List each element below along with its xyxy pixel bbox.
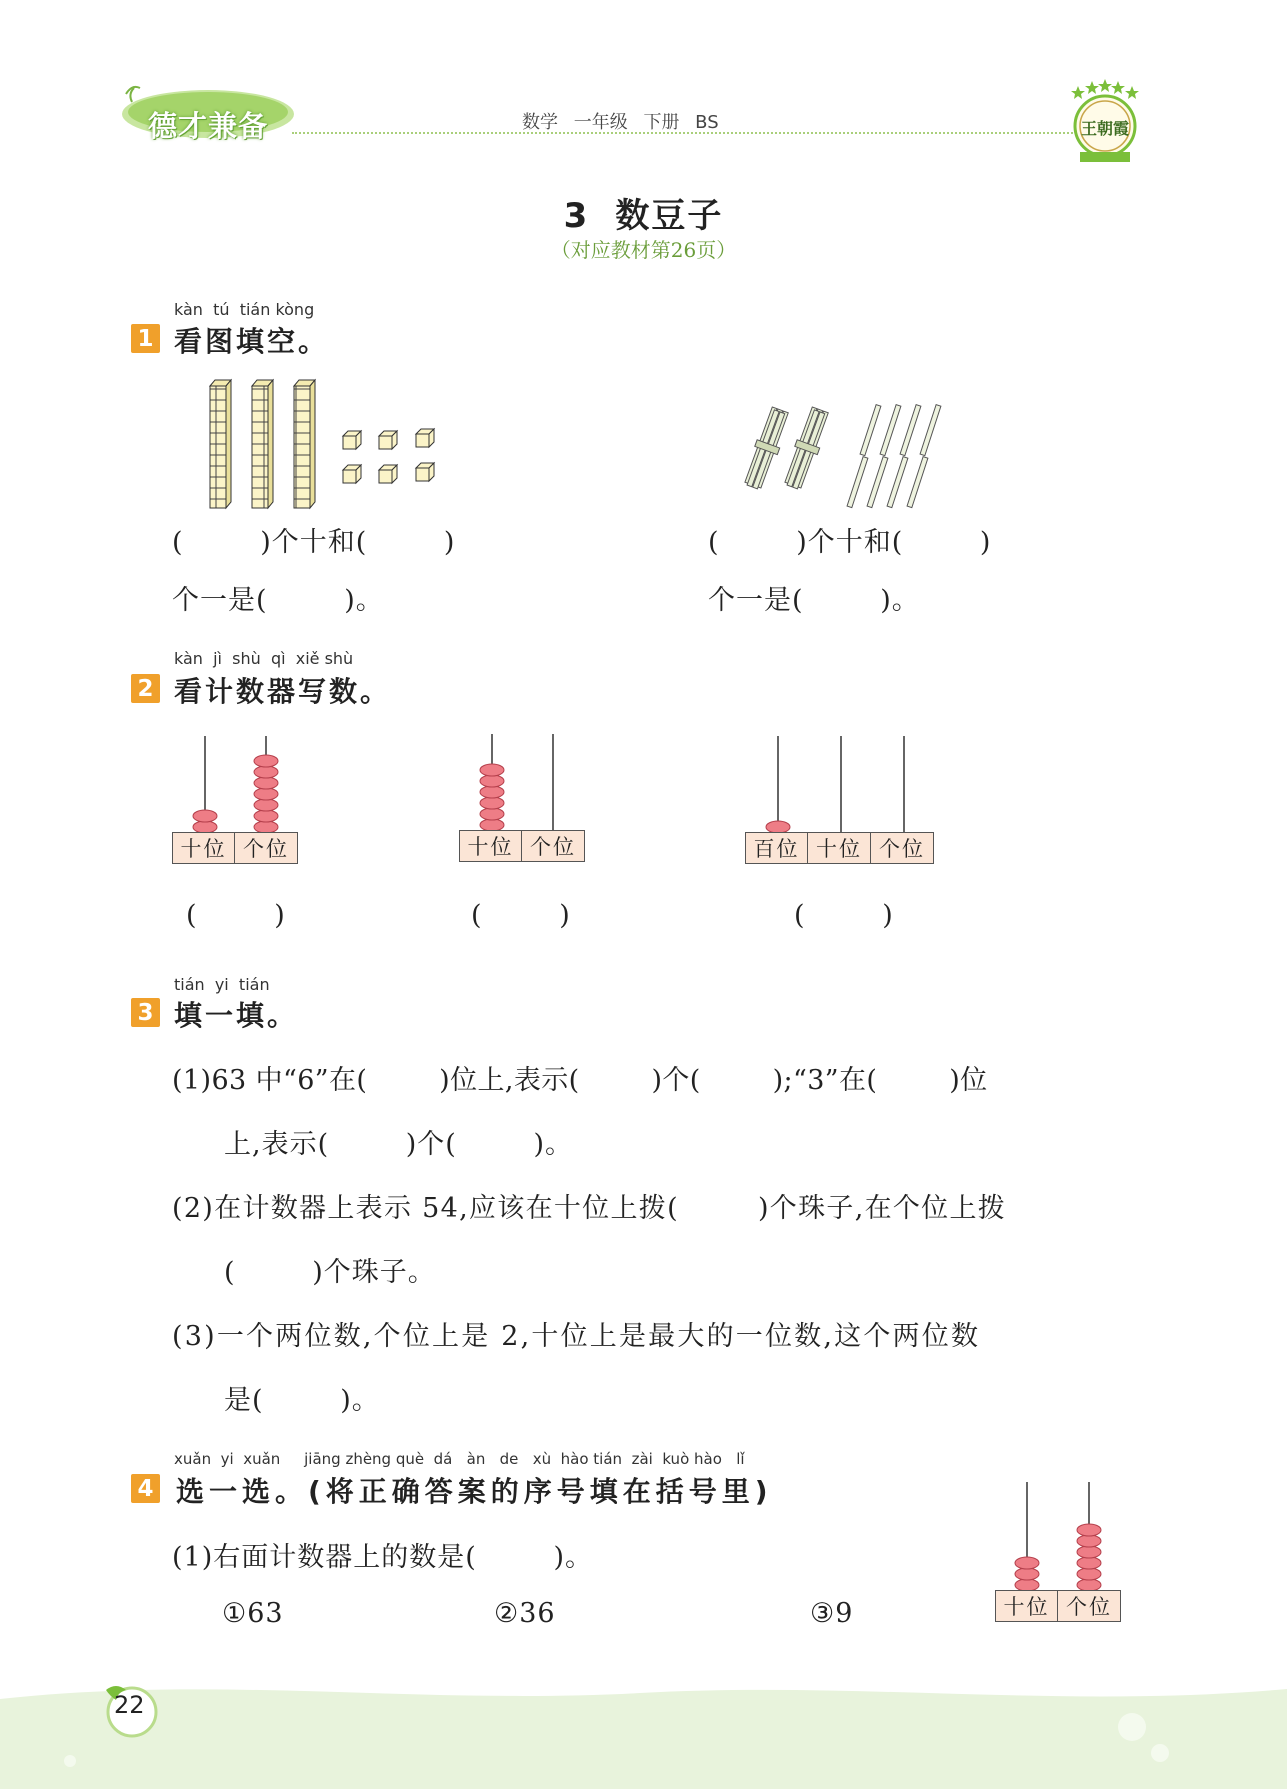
- section1-pinyin: kàn tú tián kòng: [174, 300, 315, 319]
- lesson-title: 数豆子: [615, 196, 724, 236]
- abacus-2-answer[interactable]: ( ): [471, 900, 571, 931]
- abacus-bead: [1015, 1557, 1039, 1569]
- single-stick: [900, 405, 921, 456]
- author-seal: [1064, 78, 1146, 164]
- abacus-bead: [254, 777, 278, 789]
- abacus-bead: [1077, 1535, 1101, 1547]
- place-label-tens: 十位: [172, 832, 235, 864]
- single-stick: [867, 457, 888, 508]
- base-ten-blocks-figure: [200, 378, 450, 512]
- abacus-bead: [254, 755, 278, 767]
- s1-left-line2[interactable]: 个一是( )。: [172, 585, 384, 616]
- s1-right-line2[interactable]: 个一是( )。: [708, 585, 920, 616]
- single-stick: [907, 457, 928, 508]
- abacus-bead: [1015, 1568, 1039, 1580]
- abacus-rods: [459, 732, 585, 832]
- abacus-4: [995, 1480, 1121, 1624]
- unit-cube: [379, 465, 397, 483]
- unit-cube: [416, 463, 434, 481]
- textbook-reference: （对应教材第26页）: [550, 238, 737, 262]
- unit-cube: [416, 429, 434, 447]
- section4-title: 选一选。(将正确答案的序号填在括号里): [176, 1475, 773, 1508]
- option-3[interactable]: ③9: [810, 1598, 854, 1629]
- stick-bundle-2: [781, 406, 832, 491]
- section2-title: 看计数器写数。: [174, 675, 392, 708]
- counting-sticks-figure: [740, 400, 970, 512]
- q3-line1[interactable]: (3)一个两位数,个位上是 2,十位上是最大的一位数,这个两位数: [172, 1321, 981, 1352]
- abacus-bead: [254, 788, 278, 800]
- option-2[interactable]: ②36: [494, 1598, 556, 1629]
- page-title: [0, 188, 1287, 237]
- abacus-rods: [995, 1480, 1121, 1592]
- abacus-bead: [1077, 1568, 1101, 1580]
- place-label-ones: 个位: [1058, 1590, 1121, 1622]
- single-stick: [887, 457, 908, 508]
- unit-cube: [343, 431, 361, 449]
- option-1[interactable]: ①63: [222, 1598, 284, 1629]
- abacus-bead: [480, 808, 504, 820]
- section2-pinyin: kàn jì shù qì xiě shù: [174, 649, 354, 668]
- ten-rod-1: [210, 380, 231, 508]
- section1-number: 1: [131, 324, 160, 353]
- logo-text: 德才兼备: [148, 109, 269, 143]
- q2-line1[interactable]: (2)在计数器上表示 54,应该在十位上拨( )个珠子,在个位上拨: [172, 1193, 1007, 1224]
- abacus-bead: [480, 786, 504, 798]
- ten-rod-3: [294, 380, 315, 508]
- abacus-1: [172, 734, 298, 864]
- q1-line1[interactable]: (1)63 中“6”在( )位上,表示( )个( );“3”在( )位: [172, 1065, 988, 1096]
- place-label-tens: 十位: [995, 1590, 1058, 1622]
- page-number: 22: [114, 1691, 145, 1719]
- course-info: 数学 一年级 下册 BS: [522, 112, 719, 133]
- section3-pinyin: tián yi tián: [174, 975, 270, 994]
- single-stick: [847, 457, 868, 508]
- ten-rod-2: [252, 380, 273, 508]
- section4-pinyin: xuǎn yi xuǎn jiāng zhèng què dá àn de xù hào tián zài kuò hào lǐ: [174, 1450, 745, 1468]
- unit-cube: [379, 431, 397, 449]
- place-label-ones: 个位: [235, 832, 298, 864]
- s1-right-line1[interactable]: ( )个十和( ): [708, 527, 992, 558]
- s4-q1[interactable]: (1)右面计数器上的数是( )。: [172, 1542, 593, 1573]
- section4-number: 4: [131, 1474, 160, 1503]
- abacus-bead: [193, 810, 217, 822]
- s1-left-line1[interactable]: ( )个十和( ): [172, 527, 456, 558]
- abacus-bead: [254, 766, 278, 778]
- abacus-1-answer[interactable]: ( ): [186, 900, 286, 931]
- abacus-bead: [1077, 1557, 1101, 1569]
- lesson-number: 3: [563, 196, 590, 236]
- abacus-2: [459, 732, 585, 862]
- footer-wave: [0, 1675, 1287, 1789]
- single-stick: [860, 405, 881, 456]
- abacus-bead: [254, 810, 278, 822]
- single-stick: [880, 405, 901, 456]
- abacus-rods: [745, 734, 934, 834]
- stick-bundle-1: [741, 406, 792, 491]
- place-label-tens: 十位: [459, 830, 522, 862]
- q1-line2[interactable]: 上,表示( )个( )。: [224, 1129, 574, 1160]
- q3-line2[interactable]: 是( )。: [224, 1385, 380, 1416]
- abacus-3-answer[interactable]: ( ): [794, 900, 894, 931]
- q2-line2[interactable]: ( )个珠子。: [224, 1257, 436, 1288]
- single-stick: [920, 405, 941, 456]
- abacus-bead: [480, 797, 504, 809]
- abacus-bead: [480, 764, 504, 776]
- abacus-bead: [1077, 1524, 1101, 1536]
- place-label-ones: 个位: [871, 832, 934, 864]
- seal-text: 王朝霞: [1080, 119, 1130, 138]
- section2-number: 2: [131, 674, 160, 703]
- place-label-ones: 个位: [522, 830, 585, 862]
- place-label-tens: 十位: [808, 832, 871, 864]
- abacus-rods: [172, 734, 298, 834]
- section1-title: 看图填空。: [174, 325, 330, 358]
- place-label-hundreds: 百位: [745, 832, 808, 864]
- abacus-bead: [480, 775, 504, 787]
- abacus-bead: [1077, 1546, 1101, 1558]
- abacus-bead: [254, 799, 278, 811]
- section3-number: 3: [131, 998, 160, 1027]
- unit-cube: [343, 465, 361, 483]
- section3-title: 填一填。: [174, 999, 299, 1032]
- abacus-3: [745, 734, 934, 864]
